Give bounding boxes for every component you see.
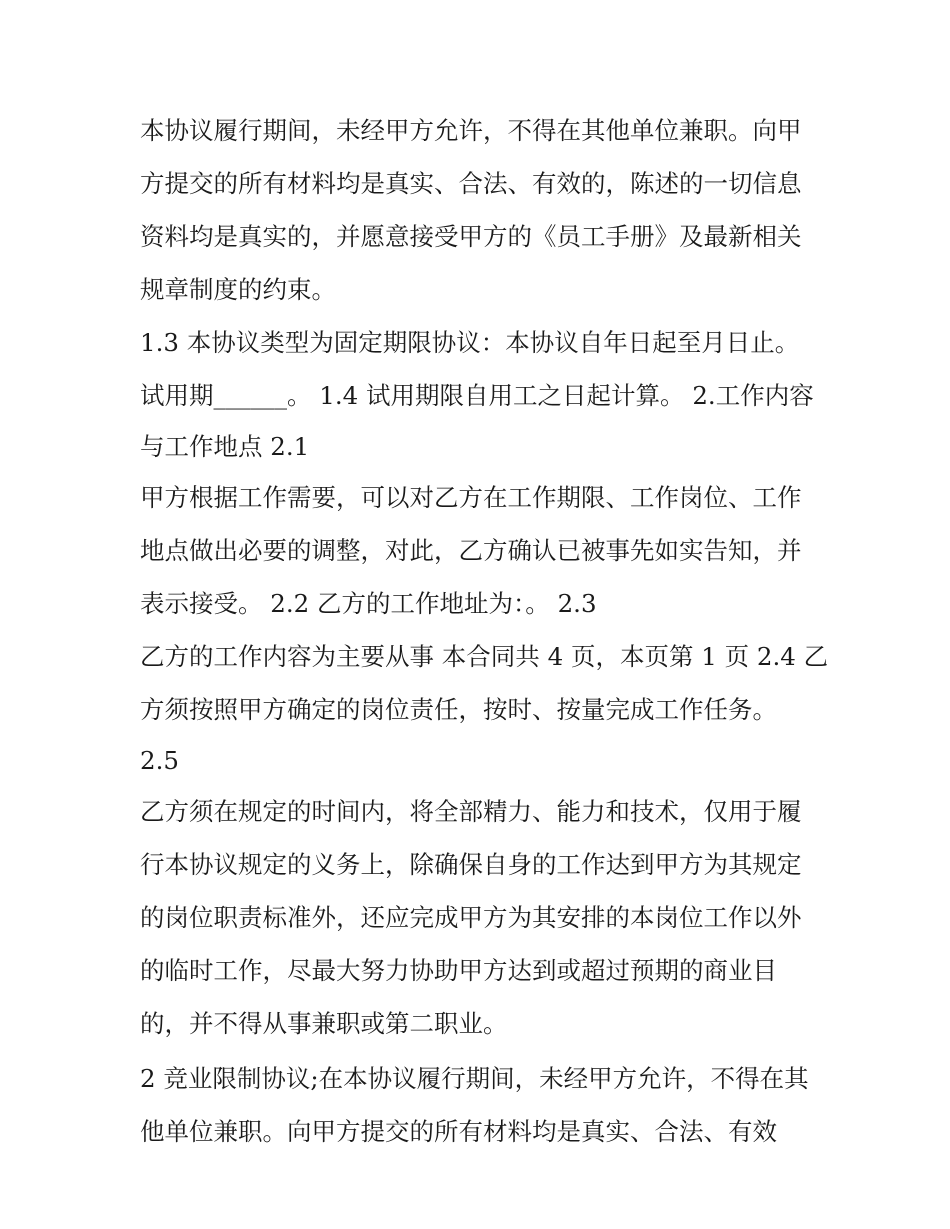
text-line: 试用期______。 1.4 试用期限自用工之日起计算。 2.工作内容 bbox=[140, 381, 814, 410]
text-line: 表示接受。 2.2 乙方的工作地址为：。 2.3 bbox=[140, 589, 597, 618]
text-line: 资料均是真实的，并愿意接受甲方的《员工手册》及最新相关 bbox=[140, 222, 802, 251]
text-line: 的，并不得从事兼职或第二职业。 bbox=[140, 1009, 508, 1038]
text-line: 乙方的工作内容为主要从事 本合同共 4 页，本页第 1 页 2.4 乙 bbox=[140, 642, 829, 671]
text-line: 方须按照甲方确定的岗位责任，按时、按量完成工作任务。 bbox=[140, 695, 777, 724]
text-line: 乙方须在规定的时间内，将全部精力、能力和技术，仅用于履 bbox=[140, 797, 802, 826]
text-line: 1.3 本协议类型为固定期限协议：本协议自年日起至月日止。 bbox=[140, 328, 800, 357]
text-line: 方提交的所有材料均是真实、合法、有效的，陈述的一切信息 bbox=[140, 169, 802, 198]
text-line: 他单位兼职。向甲方提交的所有材料均是真实、合法、有效 bbox=[140, 1117, 777, 1146]
text-line: 本协议履行期间，未经甲方允许，不得在其他单位兼职。向甲 bbox=[140, 116, 802, 145]
text-line: 的临时工作，尽最大努力协助甲方达到或超过预期的商业目 bbox=[140, 956, 777, 985]
text-line: 甲方根据工作需要，可以对乙方在工作期限、工作岗位、工作 bbox=[140, 483, 802, 512]
text-line: 地点做出必要的调整，对此，乙方确认已被事先如实告知，并 bbox=[140, 536, 802, 565]
text-line: 行本协议规定的义务上，除确保自身的工作达到甲方为其规定 bbox=[140, 850, 802, 879]
text-line: 与工作地点 2.1 bbox=[140, 432, 310, 461]
text-line: 规章制度的约束。 bbox=[140, 275, 336, 304]
text-line: 的岗位职责标准外，还应完成甲方为其安排的本岗位工作以外 bbox=[140, 903, 802, 932]
text-line: 2.5 bbox=[140, 746, 179, 775]
text-line: 2 竞业限制协议;在本协议履行期间，未经甲方允许，不得在其 bbox=[140, 1064, 809, 1093]
document-body bbox=[140, 104, 830, 1158]
